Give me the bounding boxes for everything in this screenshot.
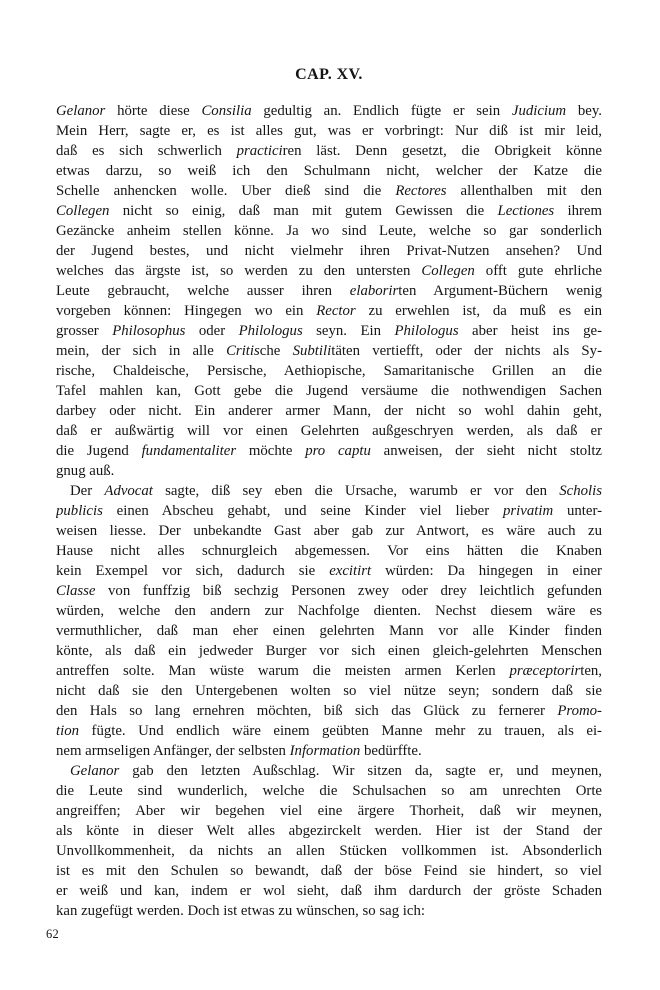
text-run: hörte diese [105,103,202,119]
paragraph [56,761,602,921]
text-line [56,501,602,521]
text-run: fügte. Und endlich wäre einem geübten Manne mehr zu trauen, als ei- [79,723,602,739]
text-line [56,701,602,721]
text-line [56,581,602,601]
italic-run: Philologus [238,323,303,339]
italic-run: excitirt [329,563,372,579]
text-run: welches das ärgste ist, so werden zu den untersten [56,263,422,279]
text-line [56,401,602,421]
italic-run: elaborir [349,283,399,299]
text-line [56,541,602,561]
text-line [56,341,602,361]
text-line [56,661,602,681]
italic-run: Classe [56,583,96,599]
italic-run: Gelanor [56,103,106,119]
text-run: daß es sich schwerlich [56,143,237,159]
text-run: die Jugend [56,443,142,459]
italic-run: Consilia [201,103,252,119]
italic-run: Rector [316,303,356,319]
text-run: von funffzig biß sechzig Personen zwey oder drey leichtlich gefunden [95,583,602,599]
text-line [56,441,602,461]
text-run: ten Argument-Büchern wenig [398,283,602,299]
text-line [56,481,602,501]
text-line [56,321,602,341]
italic-run: privatim [502,503,554,519]
italic-run: Judicium [511,103,567,119]
text-run: nicht so einig, daß man mit gutem Gewissen die [109,203,498,219]
text-run: würden: Da hingegen in einer [371,563,602,579]
text-run: vorgeben können: Hingegen wo ein [56,303,317,319]
text-run: nicht daß sie den Untergebenen wolten so viel nütze seyn; sondern daß sie [56,683,602,699]
italic-run: Collegen [56,203,110,219]
text-run: che [259,343,293,359]
text-line [56,861,602,881]
text-run: grosser [56,323,113,339]
text-run: vermuthlicher, daß man eher einen gelehrten Mann vor alle Kinder finden [56,623,602,639]
text-run: angreiffen; Aber wir begehen viel eine ärgere Thorheit, daß wir meynen, [56,803,602,819]
text-line [56,241,602,261]
italic-run: præceptorir [509,663,581,679]
body-text [56,101,602,921]
italic-run: fundamentaliter [141,443,237,459]
text-run: ihrem [554,203,602,219]
italic-run: Collegen [421,263,475,279]
italic-run: pro captu [305,443,371,459]
page-number: 62 [46,927,60,941]
text-line [56,201,602,221]
text-line [56,261,602,281]
text-line [56,741,602,761]
text-run: gab den letzten Außschlag. Wir sitzen da, sagte er, und meynen, [119,763,602,779]
text-run: Leute gebraucht, welche ausser ihren [56,283,350,299]
text-run: unter- [553,503,602,519]
text-run: gedultig an. Endlich fügte er sein [251,103,512,119]
italic-run: Promo- [557,703,602,719]
italic-run: publicis [56,503,103,519]
text-run: darbey oder nicht. Ein anderer armer Mann, der nicht so wohl dahin geht, [56,403,602,419]
text-run: ten, [580,663,602,679]
paragraph [56,481,602,761]
text-run: oder [185,323,239,339]
text-line [56,721,602,741]
text-run: der Jugend bestes, und nicht vielmehr ihren Privat-Nutzen ansehen? Und [56,243,602,259]
text-line [56,781,602,801]
italic-run: Gelanor [70,763,120,779]
text-run: zu erwehlen ist, da muß es ein [355,303,602,319]
italic-run: Philologus [394,323,459,339]
text-run: seyn. Ein [302,323,395,339]
text-run: anweisen, der sieht nicht stoltz [370,443,602,459]
text-run: einen Abscheu gehabt, und seine Kinder viel lieber [102,503,503,519]
text-line [56,301,602,321]
text-line [56,521,602,541]
italic-run: practici [236,143,283,159]
text-run: Unvollkommenheit, da nichts an allen Stücken vollkommen ist. Absonderlich [56,843,602,859]
text-run: als könte in dieser Welt alles abgezirckelt werden. Hier ist der Stand der [56,823,602,839]
text-run: bedürffte. [360,743,422,759]
text-line [56,801,602,821]
text-run: Tafel mahlen kan, Gott gebe die Jugend versäume die nothwendigen Sachen [56,383,602,399]
text-line [56,221,602,241]
text-line [56,121,602,141]
text-run: ren läst. Denn gesetzt, die Obrigkeit könne [282,143,602,159]
text-line [56,281,602,301]
text-line [56,641,602,661]
text-run: bey. [566,103,602,119]
text-line [56,761,602,781]
text-line [56,461,602,481]
italic-run: Advocat [104,483,153,499]
text-run: Hause nicht alles schnurgleich abgemessen. Vor eins hätten die Knaben [56,543,602,559]
text-run: mein, der sich in alle [56,343,227,359]
text-run: könte, als daß ein jedweder Burger vor sich einen gleich-gelehrten Menschen [56,643,602,659]
italic-run: Critis [226,343,260,359]
text-run: kan zugefügt werden. Doch ist etwas zu wünschen, so sag ich: [56,903,425,919]
italic-run: Information [289,743,361,759]
text-line [56,381,602,401]
text-run: ist es mit den Schulen so bewandt, daß der böse Feind sie hindert, so viel [56,863,602,879]
italic-run: Rectores [395,183,447,199]
text-run: sagte, diß sey eben die Ursache, warumb er vor den [152,483,560,499]
text-line [56,841,602,861]
text-run: die Leute sind wunderlich, welche die Schulsachen so am unrechten Orte [56,783,602,799]
text-line [56,561,602,581]
italic-run: tion [56,723,80,739]
text-line [56,621,602,641]
text-run: daß er außwärtig will vor einen Gelehrten außgeschryen werden, als daß er [56,423,602,439]
text-run: Der [70,483,105,499]
text-run: allenthalben mit den [446,183,602,199]
italic-run: Subtili [292,343,332,359]
text-run: den Hals so lang ernehren möchten, biß sich das Glück zu fernerer [56,703,558,719]
text-run: täten vertiefft, oder der nichts als Sy- [331,343,602,359]
text-run: würden, welche den andern zur Nachfolge dienten. Nechst diesem wäre es [56,603,602,619]
text-line [56,361,602,381]
text-line [56,181,602,201]
italic-run: Lectiones [497,203,555,219]
text-line [56,821,602,841]
text-run: Schelle anhencken wolle. Uber dieß sind die [56,183,396,199]
text-run: etwas darzu, so weiß ich den Schulmann nicht, welcher der Katze die [56,163,602,179]
text-line [56,881,602,901]
text-run: nem armseligen Anfänger, der selbsten [56,743,290,759]
text-run: antreffen solte. Man wüste warum die meisten armen Kerlen [56,663,510,679]
paragraph [56,101,602,481]
text-line [56,681,602,701]
text-line [56,901,602,921]
text-line [56,101,602,121]
text-line [56,601,602,621]
text-line [56,141,602,161]
italic-run: Scholis [559,483,602,499]
text-run: rische, Chaldeische, Persische, Aethiopische, Samaritanische Grillen an die [56,363,602,379]
text-run: weisen liesse. Der unbekandte Gast aber gab zur Antwort, es wäre auch zu [56,523,602,539]
italic-run: Philosophus [112,323,186,339]
text-run: aber heist ins ge- [458,323,602,339]
text-run: offt gute ehrliche [474,263,602,279]
text-run: Gezäncke anheim stellen könne. Ja wo sind Leute, welche so gar sonderlich [56,223,602,239]
text-run: er weiß und kan, indem er wol sieht, daß ihm dardurch der gröste Schaden [56,883,602,899]
text-run: Mein Herr, sagte er, es ist alles gut, was er vorbringt: Nur diß ist mir leid, [56,123,602,139]
text-run: kein Exempel vor sich, dadurch sie [56,563,330,579]
text-run: möchte [236,443,306,459]
text-run: gnug auß. [56,463,115,479]
chapter-heading: CAP. XV. [295,66,363,83]
text-line [56,161,602,181]
text-line [56,421,602,441]
